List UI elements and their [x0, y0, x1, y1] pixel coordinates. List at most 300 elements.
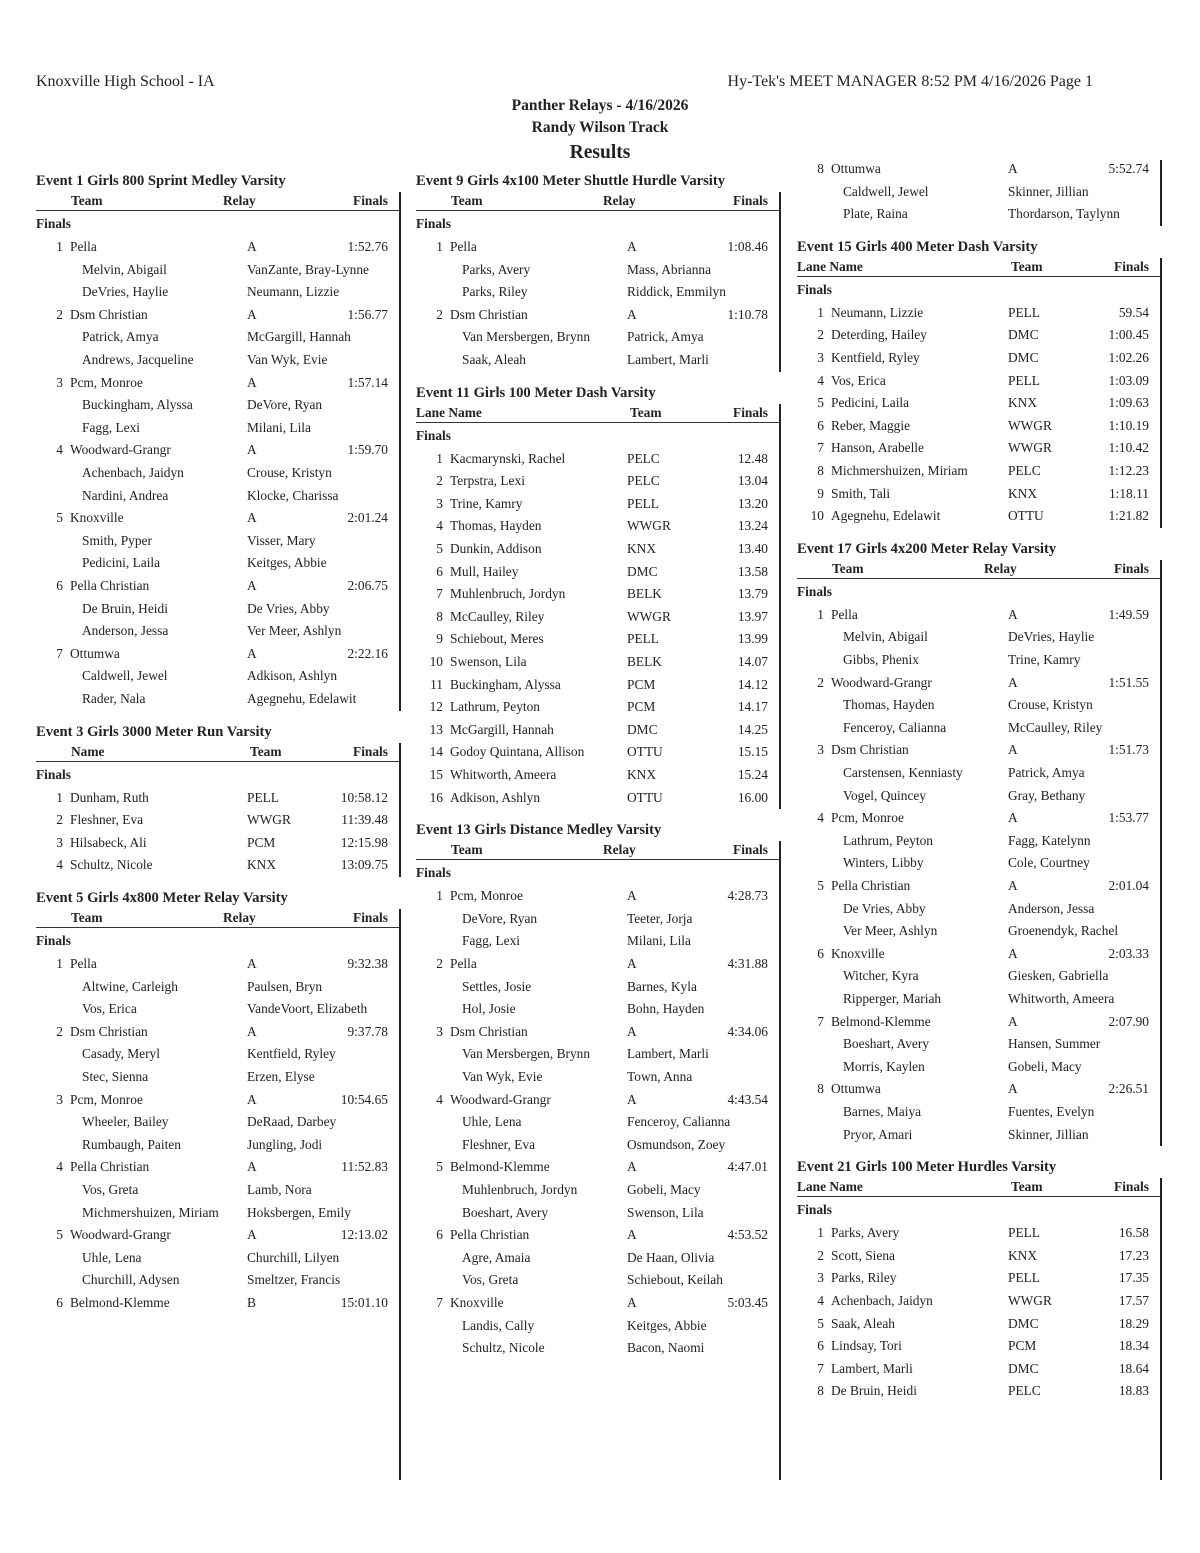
athlete-team: PELL — [1008, 304, 1040, 320]
athlete-team: BELK — [627, 654, 662, 669]
relay-letter: A — [627, 1227, 637, 1243]
relay-runner: Van Mersbergen, Brynn — [462, 1046, 591, 1062]
result-place: 2 — [817, 674, 824, 690]
header-divider — [797, 276, 1161, 277]
result-place: 2 — [56, 1023, 63, 1039]
result-time: 17.35 — [1118, 1270, 1149, 1286]
result-place: 16 — [429, 789, 443, 805]
relay-letter: A — [1008, 606, 1018, 622]
athlete-name: Adkison, Ashlyn — [450, 789, 541, 805]
athlete-team: WWGR — [1008, 1293, 1052, 1308]
result-place: 8 — [436, 608, 443, 624]
relay-team: Belmond-Klemme — [831, 1013, 931, 1029]
finals-section-label: Finals — [797, 583, 832, 599]
relay-team: Dsm Christian — [450, 1023, 528, 1039]
relay-runner: De Vries, Abby — [843, 900, 926, 916]
relay-letter: A — [1008, 1081, 1018, 1097]
result-time: 59.54 — [1118, 304, 1149, 320]
result-place: 1 — [817, 304, 824, 320]
result-place: 7 — [56, 645, 63, 661]
result-place: 5 — [817, 878, 824, 893]
relay-letter: A — [1008, 1013, 1018, 1029]
relay-runner: Visser, Mary — [247, 532, 316, 548]
result-place: 2 — [56, 812, 63, 828]
result-time: 13.99 — [737, 631, 768, 647]
result-place: 3 — [436, 1023, 443, 1039]
athlete-team: DMC — [1008, 327, 1039, 343]
athlete-name: Pedicini, Laila — [831, 395, 910, 411]
relay-letter: A — [627, 888, 637, 904]
athlete-team: PELL — [627, 495, 659, 511]
relay-team: Pcm, Monroe — [70, 1091, 143, 1107]
result-time: 1:12.23 — [1108, 463, 1149, 478]
relay-runner: Boeshart, Avery — [462, 1204, 549, 1220]
relay-runner: Gibbs, Phenix — [843, 652, 919, 667]
athlete-name: McGargill, Hannah — [450, 721, 554, 737]
result-time: 1:56.77 — [347, 306, 388, 322]
result-place: 1 — [56, 239, 63, 254]
result-place: 7 — [817, 1360, 824, 1376]
header-divider — [416, 210, 780, 211]
relay-runner: Smeltzer, Francis — [247, 1272, 341, 1288]
column-header-team: Team — [250, 743, 282, 759]
relay-runner: Boeshart, Avery — [843, 1036, 930, 1052]
relay-runner: Settles, Josie — [462, 978, 532, 994]
relay-runner: Milani, Lila — [627, 933, 691, 949]
relay-runner: Van Wyk, Evie — [247, 352, 328, 367]
athlete-team: PCM — [627, 699, 656, 715]
result-time: 1:10.78 — [727, 306, 768, 322]
relay-team: Pcm, Monroe — [450, 888, 523, 904]
result-time: 12:13.02 — [340, 1227, 388, 1243]
relay-runner: Pedicini, Laila — [82, 555, 161, 571]
athlete-name: Mull, Hailey — [450, 563, 519, 579]
result-place: 6 — [436, 1227, 443, 1243]
relay-runner: Fagg, Lexi — [462, 933, 521, 949]
header-divider — [36, 210, 400, 211]
relay-runner: Saak, Aleah — [462, 352, 526, 367]
result-place: 13 — [429, 721, 443, 737]
athlete-team: WWGR — [1008, 440, 1052, 456]
column-header-finals: Finals — [733, 193, 768, 208]
athlete-team: KNX — [1008, 1247, 1038, 1263]
relay-runner: Paulsen, Bryn — [247, 978, 323, 994]
result-time: 13:09.75 — [340, 857, 388, 873]
relay-runner: Carstensen, Kenniasty — [843, 765, 963, 780]
result-time: 12.48 — [737, 450, 768, 466]
relay-runner: Vogel, Quincey — [843, 787, 927, 803]
athlete-team: KNX — [1008, 485, 1038, 501]
column-header-finals: Finals — [733, 404, 768, 420]
column-divider — [779, 192, 781, 372]
result-place: 1 — [56, 956, 63, 971]
athlete-team: WWGR — [627, 518, 671, 534]
relay-letter: A — [247, 1023, 257, 1039]
column-header-finals: Finals — [733, 842, 768, 858]
result-time: 1:51.55 — [1108, 674, 1149, 690]
column-divider — [1160, 258, 1162, 528]
relay-team: Knoxville — [70, 510, 124, 526]
result-place: 3 — [436, 495, 443, 511]
relay-letter: A — [1008, 674, 1018, 690]
athlete-name: Michmershuizen, Miriam — [831, 463, 968, 478]
result-time: 1:09.63 — [1108, 395, 1149, 411]
athlete-team: KNX — [247, 857, 277, 873]
relay-team: Ottumwa — [831, 161, 881, 176]
athlete-name: Schultz, Nicole — [70, 857, 153, 873]
relay-runner: Ver Meer, Ashlyn — [247, 623, 342, 639]
relay-team: Dsm Christian — [450, 306, 528, 322]
athlete-team: PELC — [627, 473, 660, 489]
relay-runner: Pryor, Amari — [843, 1126, 913, 1142]
relay-letter: A — [627, 1091, 637, 1107]
relay-runner: Gobeli, Macy — [1008, 1058, 1082, 1074]
result-place: 6 — [436, 563, 443, 579]
athlete-name: Whitworth, Ameera — [450, 767, 557, 782]
relay-runner: Whitworth, Ameera — [1008, 991, 1115, 1006]
relay-team: Pella Christian — [831, 878, 911, 893]
result-time: 13.58 — [737, 563, 768, 579]
result-place: 2 — [436, 473, 443, 489]
athlete-name: Dunham, Ruth — [70, 789, 149, 805]
athlete-name: McCaulley, Riley — [450, 608, 545, 624]
result-time: 17.23 — [1118, 1247, 1149, 1263]
relay-letter: A — [247, 239, 257, 254]
relay-runner: Osmundson, Zoey — [627, 1136, 726, 1152]
relay-team: Dsm Christian — [70, 1023, 148, 1039]
result-time: 15.24 — [737, 767, 768, 782]
athlete-team: WWGR — [247, 812, 291, 828]
relay-runner: Patrick, Amya — [627, 329, 704, 345]
athlete-team: PELC — [627, 450, 660, 466]
result-time: 10:58.12 — [340, 789, 388, 805]
relay-runner: Landis, Cally — [462, 1317, 535, 1333]
athlete-team: WWGR — [1008, 417, 1052, 433]
result-time: 4:28.73 — [727, 888, 768, 904]
relay-runner: Buckingham, Alyssa — [82, 397, 193, 413]
relay-runner: Gray, Bethany — [1008, 787, 1086, 803]
header-divider — [797, 1196, 1161, 1197]
result-place: 1 — [436, 239, 443, 254]
column-header-team: Team — [71, 910, 103, 925]
result-time: 10:54.65 — [340, 1091, 388, 1107]
column-header-team: Team — [1011, 258, 1043, 274]
relay-team: Ottumwa — [70, 645, 120, 661]
relay-letter: A — [247, 1227, 257, 1243]
relay-runner: Skinner, Jillian — [1008, 183, 1089, 199]
athlete-team: DMC — [1008, 1315, 1039, 1331]
finals-section-label: Finals — [416, 865, 451, 881]
relay-runner: Keitges, Abbie — [247, 555, 327, 571]
result-place: 6 — [817, 417, 824, 433]
result-place: 6 — [817, 945, 824, 961]
column-header-relay: Relay — [223, 193, 256, 208]
athlete-name: Lindsay, Tori — [831, 1338, 902, 1354]
result-time: 2:07.90 — [1108, 1013, 1149, 1029]
relay-letter: A — [247, 578, 257, 593]
result-place: 14 — [429, 744, 443, 760]
result-time: 14.25 — [737, 721, 768, 737]
result-time: 13.40 — [737, 541, 768, 556]
athlete-team: WWGR — [627, 608, 671, 624]
result-place: 4 — [436, 518, 443, 534]
result-time: 18.34 — [1118, 1338, 1149, 1354]
result-place: 2 — [436, 956, 443, 971]
relay-runner: Melvin, Abigail — [82, 261, 167, 277]
event-title: Event 21 Girls 100 Meter Hurdles Varsity — [797, 1159, 1057, 1176]
result-time: 1:51.73 — [1108, 742, 1149, 758]
result-time: 14.12 — [737, 676, 768, 692]
athlete-team: KNX — [627, 767, 657, 782]
relay-runner: Ver Meer, Ashlyn — [843, 923, 938, 939]
result-place: 6 — [56, 578, 63, 593]
result-place: 4 — [436, 1091, 443, 1107]
relay-runner: Muhlenbruch, Jordyn — [462, 1182, 578, 1197]
result-place: 2 — [436, 306, 443, 322]
relay-letter: A — [247, 442, 257, 458]
column-divider — [399, 909, 401, 1480]
relay-runner: Parks, Avery — [462, 261, 531, 277]
relay-runner: Giesken, Gabriella — [1008, 968, 1109, 984]
result-time: 1:53.77 — [1108, 810, 1149, 826]
relay-letter: A — [247, 1159, 257, 1175]
relay-team: Belmond-Klemme — [70, 1295, 170, 1310]
result-place: 5 — [436, 1159, 443, 1175]
relay-team: Ottumwa — [831, 1081, 881, 1097]
result-place: 8 — [817, 1383, 824, 1399]
result-time: 18.83 — [1118, 1383, 1149, 1399]
athlete-name: Fleshner, Eva — [70, 812, 144, 828]
relay-runner: Adkison, Ashlyn — [247, 668, 338, 684]
result-place: 4 — [56, 857, 63, 873]
relay-runner: VanZante, Bray-Lynne — [247, 261, 369, 277]
relay-letter: A — [627, 306, 637, 322]
relay-letter: A — [247, 510, 257, 526]
relay-letter: A — [627, 1159, 637, 1175]
column-header-team: Team — [71, 193, 103, 208]
relay-runner: Hansen, Summer — [1008, 1036, 1101, 1052]
result-place: 3 — [817, 350, 824, 365]
relay-runner: Town, Anna — [627, 1069, 693, 1084]
relay-runner: Caldwell, Jewel — [82, 668, 168, 684]
athlete-team: DMC — [627, 563, 658, 579]
relay-runner: Barnes, Kyla — [627, 978, 697, 994]
athlete-name: Lambert, Marli — [831, 1360, 913, 1376]
result-place: 5 — [817, 1315, 824, 1331]
relay-team: Pella — [450, 239, 477, 254]
relay-runner: Fagg, Katelynn — [1008, 832, 1091, 848]
relay-runner: Bacon, Naomi — [627, 1340, 705, 1356]
athlete-team: KNX — [1008, 395, 1038, 411]
relay-team: Pella Christian — [70, 1159, 150, 1175]
relay-runner: Caldwell, Jewel — [843, 183, 929, 199]
column-divider — [1160, 160, 1162, 226]
athlete-name: Buckingham, Alyssa — [450, 676, 561, 692]
athlete-team: OTTU — [1008, 508, 1044, 524]
athlete-name: Schiebout, Meres — [450, 631, 544, 647]
relay-letter: A — [247, 306, 257, 322]
column-header-team: Team — [1011, 1179, 1043, 1195]
relay-letter: A — [627, 1295, 637, 1310]
header-divider — [416, 859, 780, 860]
column-divider — [399, 743, 401, 877]
result-time: 2:01.04 — [1108, 878, 1149, 893]
relay-runner: Vos, Erica — [82, 1001, 137, 1017]
athlete-name: Achenbach, Jaidyn — [831, 1293, 933, 1308]
header-divider — [36, 927, 400, 928]
finals-section-label: Finals — [36, 216, 71, 231]
athlete-name: Deterding, Hailey — [831, 327, 927, 343]
result-time: 1:03.09 — [1108, 372, 1149, 388]
result-place: 9 — [817, 485, 824, 501]
result-place: 3 — [817, 1270, 824, 1286]
result-time: 15.15 — [737, 744, 768, 760]
athlete-team: PELC — [1008, 463, 1041, 478]
result-time: 1:10.42 — [1108, 440, 1149, 456]
result-time: 2:03.33 — [1108, 945, 1149, 961]
relay-runner: Stec, Sienna — [82, 1069, 149, 1084]
result-time: 13.79 — [737, 586, 768, 602]
relay-runner: Thordarson, Taylynn — [1008, 206, 1120, 222]
athlete-name: Hilsabeck, Ali — [70, 834, 147, 850]
column-header-lane-name: Lane Name — [416, 404, 482, 420]
relay-runner: Rader, Nala — [82, 691, 146, 706]
relay-team: Pella Christian — [70, 578, 150, 593]
relay-runner: Mass, Abrianna — [627, 261, 712, 277]
athlete-name: De Bruin, Heidi — [831, 1383, 917, 1399]
result-time: 4:53.52 — [727, 1227, 768, 1243]
relay-team: Knoxville — [831, 945, 885, 961]
relay-team: Pcm, Monroe — [831, 810, 904, 826]
result-place: 4 — [56, 442, 63, 458]
result-time: 1:59.70 — [347, 442, 388, 458]
relay-runner: DeRaad, Darbey — [247, 1114, 337, 1130]
result-place: 1 — [436, 450, 443, 466]
finals-section-label: Finals — [36, 933, 71, 948]
relay-runner: Hol, Josie — [462, 1001, 516, 1017]
result-place: 4 — [817, 810, 824, 826]
athlete-name: Scott, Siena — [831, 1247, 895, 1263]
relay-letter: A — [247, 1091, 257, 1107]
athlete-name: Agegnehu, Edelawit — [831, 508, 941, 524]
result-place: 10 — [429, 654, 443, 669]
relay-runner: Lambert, Marli — [627, 352, 709, 367]
event-title: Event 9 Girls 4x100 Meter Shuttle Hurdle Varsity — [416, 173, 726, 189]
relay-runner: Ripperger, Mariah — [843, 991, 942, 1006]
relay-runner: Anderson, Jessa — [82, 623, 169, 639]
column-header-finals: Finals — [353, 910, 388, 925]
relay-runner: Wheeler, Bailey — [82, 1114, 169, 1130]
result-time: 15:01.10 — [340, 1295, 388, 1310]
relay-runner: Neumann, Lizzie — [247, 284, 340, 300]
result-time: 11:39.48 — [341, 812, 388, 828]
athlete-name: Neumann, Lizzie — [831, 304, 924, 320]
relay-letter: A — [247, 645, 257, 661]
relay-team: Dsm Christian — [70, 306, 148, 322]
column-header-relay: Relay — [603, 193, 636, 208]
relay-runner: McCaulley, Riley — [1008, 719, 1103, 735]
result-place: 7 — [436, 1295, 443, 1310]
column-header-relay: Relay — [223, 910, 256, 925]
event-title: Event 15 Girls 400 Meter Dash Varsity — [797, 238, 1038, 255]
result-time: 1:02.26 — [1108, 350, 1149, 365]
column-divider — [1160, 560, 1162, 1146]
result-place: 4 — [817, 1293, 824, 1308]
event-title: Event 13 Girls Distance Medley Varsity — [416, 822, 662, 839]
result-time: 4:47.01 — [727, 1159, 768, 1175]
result-time: 18.29 — [1118, 1315, 1149, 1331]
school-name: Knoxville High School - IA — [36, 73, 215, 90]
result-time: 5:03.45 — [727, 1295, 768, 1310]
finals-section-label: Finals — [797, 281, 832, 297]
result-place: 2 — [817, 1247, 824, 1263]
relay-runner: Morris, Kaylen — [843, 1058, 925, 1074]
relay-team: Knoxville — [450, 1295, 504, 1310]
athlete-team: OTTU — [627, 789, 663, 805]
athlete-team: PELL — [1008, 1270, 1040, 1286]
relay-runner: Gobeli, Macy — [627, 1182, 701, 1197]
relay-letter: A — [627, 239, 637, 254]
column-divider — [1160, 1178, 1162, 1480]
relay-runner: Churchill, Adysen — [82, 1272, 180, 1288]
relay-runner: Vos, Greta — [462, 1272, 519, 1288]
athlete-team: PELC — [1008, 1383, 1041, 1399]
header-divider — [36, 761, 400, 762]
relay-team: Pella Christian — [450, 1227, 530, 1243]
result-place: 4 — [817, 372, 824, 388]
event-title: Event 3 Girls 3000 Meter Run Varsity — [36, 723, 272, 740]
relay-runner: Melvin, Abigail — [843, 629, 928, 645]
finals-section-label: Finals — [416, 427, 451, 443]
relay-runner: Churchill, Lilyen — [247, 1249, 340, 1265]
athlete-team: PELL — [1008, 1225, 1040, 1241]
athlete-name: Swenson, Lila — [450, 654, 527, 669]
relay-runner: Vos, Greta — [82, 1182, 139, 1197]
relay-runner: Klocke, Charissa — [247, 487, 339, 503]
relay-runner: Barnes, Maiya — [843, 1104, 922, 1119]
relay-runner: Milani, Lila — [247, 419, 311, 435]
result-place: 1 — [817, 606, 824, 622]
relay-letter: A — [627, 1023, 637, 1039]
relay-runner: Erzen, Elyse — [247, 1069, 315, 1084]
result-time: 9:32.38 — [347, 956, 388, 971]
relay-runner: DeVore, Ryan — [247, 397, 323, 413]
relay-runner: Trine, Kamry — [1008, 652, 1081, 667]
athlete-team: PELL — [247, 789, 279, 805]
relay-runner: Hoksbergen, Emily — [247, 1204, 351, 1220]
relay-runner: De Haan, Olivia — [627, 1249, 715, 1265]
athlete-name: Reber, Maggie — [831, 417, 911, 433]
athlete-name: Thomas, Hayden — [450, 518, 542, 534]
relay-runner: Fleshner, Eva — [462, 1136, 536, 1152]
result-time: 2:01.24 — [347, 510, 388, 526]
relay-runner: Van Mersbergen, Brynn — [462, 329, 591, 345]
athlete-name: Parks, Riley — [831, 1270, 897, 1286]
result-time: 17.57 — [1118, 1293, 1149, 1308]
event-title: Event 1 Girls 800 Sprint Medley Varsity — [36, 173, 286, 189]
column-header-finals: Finals — [1114, 258, 1149, 274]
column-header-finals: Finals — [1114, 560, 1149, 576]
athlete-name: Saak, Aleah — [831, 1315, 895, 1331]
column-header-finals: Finals — [353, 743, 388, 759]
result-time: 2:06.75 — [347, 578, 388, 593]
relay-runner: Parks, Riley — [462, 284, 528, 300]
software-info: Hy-Tek's MEET MANAGER 8:52 PM 4/16/2026 Page 1 — [727, 73, 1093, 90]
relay-letter: A — [247, 374, 257, 390]
result-time: 2:26.51 — [1108, 1081, 1149, 1097]
result-place: 6 — [817, 1338, 824, 1354]
finals-section-label: Finals — [797, 1202, 832, 1218]
